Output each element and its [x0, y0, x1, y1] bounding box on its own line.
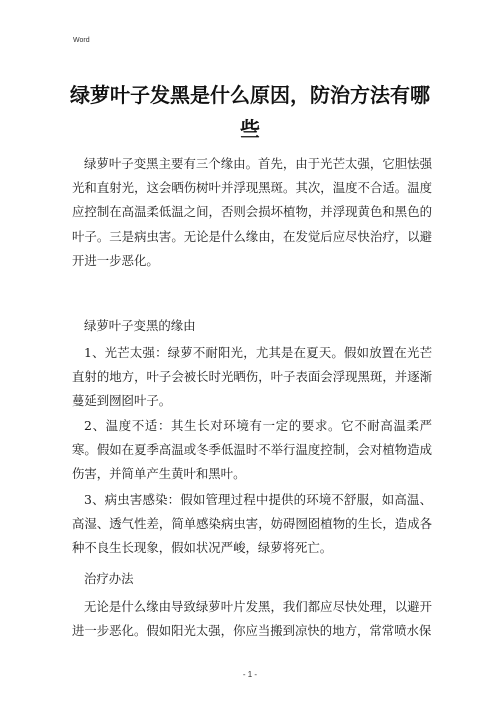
section-heading-causes: 绿萝叶子变黑的缘由 [84, 318, 196, 333]
intro-paragraph: 绿萝叶子变黑主要有三个缘由。首先，由于光芒太强，它胆怯强光和直射光，这会晒伤树叶并浮现黑斑。其次，温度不合适。温度应控制在高温柔低温之间，否则会损坏植物，并浮现黄色和黑色的叶子。三是病虫害。无论是什么缘由，在发觉后应尽快治疗，以避开进一步恶化。 [72, 156, 432, 268]
cause-paragraph-temperature: 2、温度不适：其生长对环境有一定的要求。它不耐高温柔严寒。假如在夏季高温或冬季低温时不举行温度控制，会对植物造成伤害，并简单产生黄叶和黑叶。 [72, 418, 432, 482]
document-title: 绿萝叶子发黑是什么原因，防治方法有哪些 [70, 83, 430, 141]
cause-paragraph-light: 1、光芒太强：绿萝不耐阳光，尤其是在夏天。假如放置在光芒直射的地方，叶子会被长时光晒伤，叶子表面会浮现黑斑，并逐渐蔓延到囫囵叶子。 [72, 345, 432, 409]
treatment-paragraph: 无论是什么缘由导致绿萝叶片发黑，我们都应尽快处理，以避开进一步恶化。假如阳光太强，你应当搬到凉快的地方，常常喷水保 [72, 599, 432, 639]
app-header-label: Word [73, 37, 90, 44]
cause-paragraph-pests: 3、病虫害感染：假如管理过程中提供的环境不舒服，如高温、高湿、透气性差，简单感染病虫害，妨碍囫囵植物的生长，造成各种不良生长现象，假如状况严峻，绿萝将死亡。 [72, 492, 432, 556]
page-number: - 1 - [242, 670, 258, 679]
section-heading-treatment: 治疗办法 [84, 571, 134, 586]
